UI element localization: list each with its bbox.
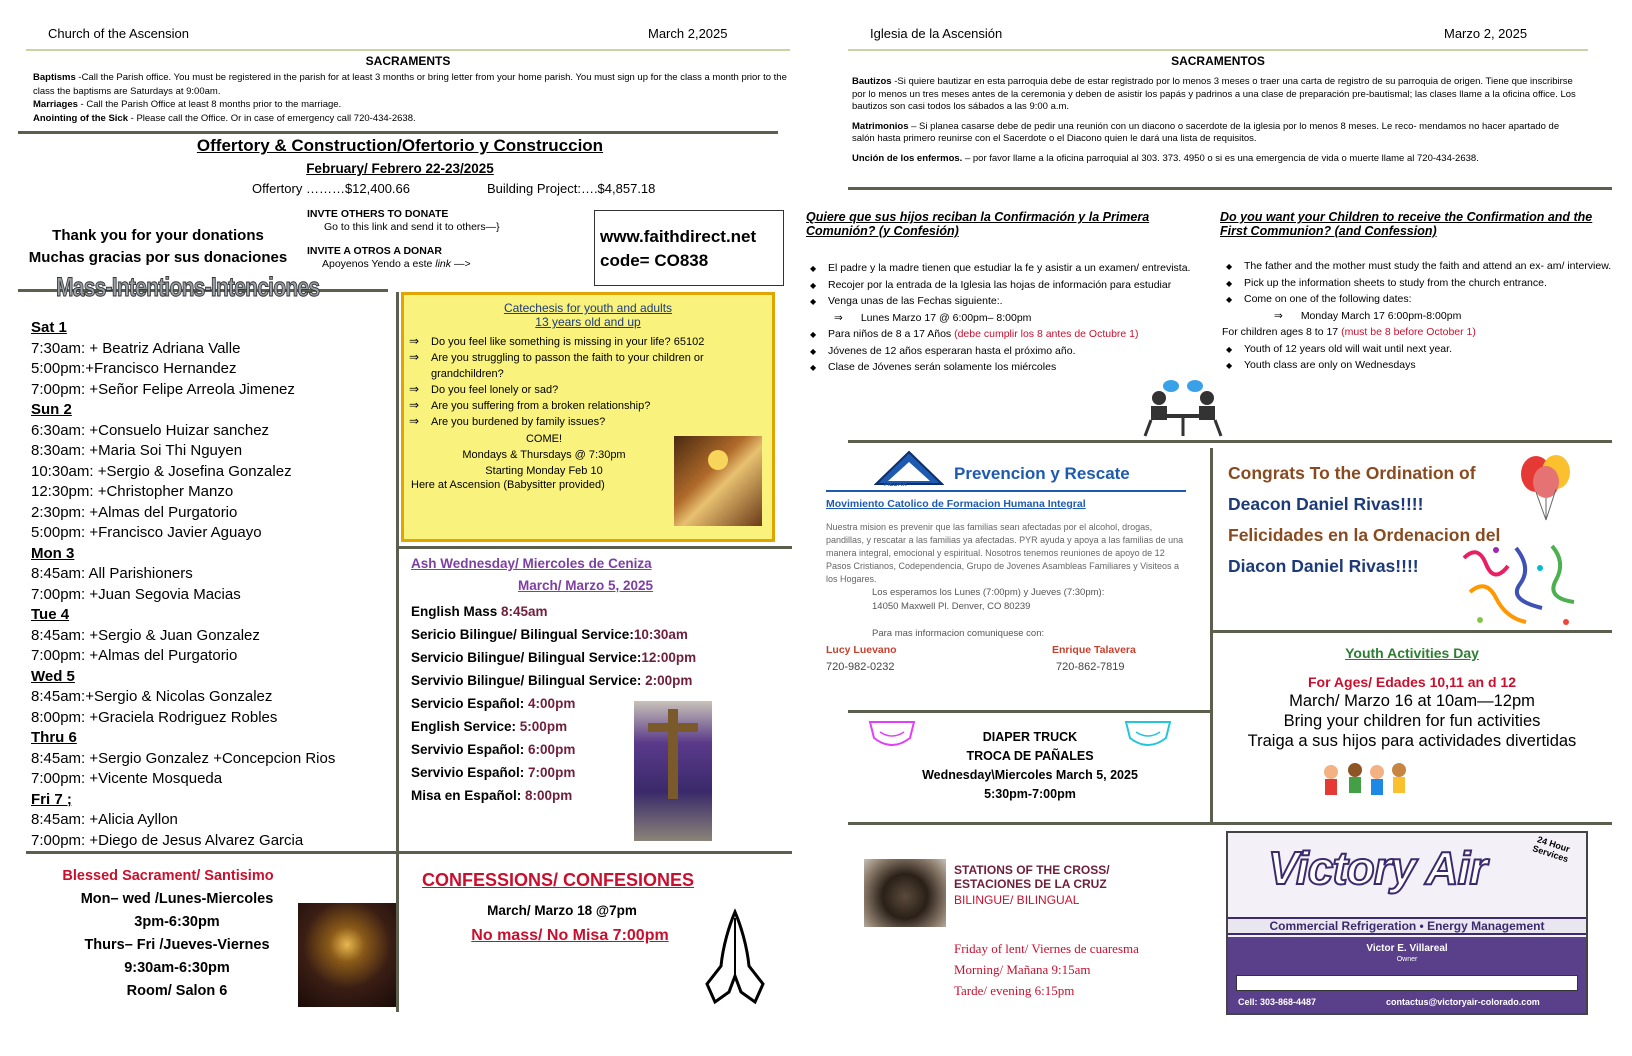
ash-service-label: English Service: xyxy=(411,719,520,734)
blessed-hours xyxy=(62,888,292,1003)
crown-of-thorns-image xyxy=(864,859,946,927)
mass-intentions-list xyxy=(31,318,391,851)
mass-intention-item: 10:30am: +Sergio & Josefina Gonzalez xyxy=(31,462,292,480)
offertory-title: Offertory & Construction/Ofertorio y Construccion xyxy=(196,136,604,155)
pyr-org-name: Prevencion y Rescate xyxy=(954,464,1130,483)
confirmation-item: ◆ Venga unas de las Fechas siguiente:. xyxy=(806,293,1206,310)
catechesis-questions xyxy=(409,334,739,430)
victory-air-badge: 24 Hour Services xyxy=(1531,834,1572,865)
ash-date: March/ Marzo 5, 2025 xyxy=(518,578,654,593)
sacramentos-text: Bautizos -Si quiere bautizar en esta parroquia debe de estar registrado por lo menos 3 meses o traer una carta de registro de su parroquia de origen. Tiene que inscribirse por lo menos un tres meses antes de la ceremonia y deben de asistir los papás y padrinos a una clase de preparación pre-bautismal; las clases llame a la oficina office. Los bautizos son casi todos los sábados a las 9:00 a.m. Matrimonios – Si planea casarse debe de pedir una reunión con un diacono o sacerdote de la iglesia por lo menos 8 meses. Le reco- mendamos no hacer apartado de salón hasta primero reunirse con el Sacerdote o el Diacono quien le dará una lista de requisitos. Unción de los enfermos. – por favor llame a la oficina parroquial al 303. 373. 4950 o si es una emergencia de vida o muerte llame al 720-434-2638. xyxy=(852,76,1576,164)
invite-block: INVTE OTHERS TO DONATE Go to this link and send it to others—} INVITE A OTROS A DONAR Apoyenos Yendo a este link —> xyxy=(307,208,500,270)
catechesis-question: ⇒ Are you struggling to passon the faith to your children or grandchildren? xyxy=(409,350,739,382)
confirmation-item: ◆ Jóvenes de 12 años esperaran hasta el próximo año. xyxy=(806,343,1206,360)
mass-intention-item: 2:30pm: +Almas del Purgatorio xyxy=(31,503,238,521)
mass-day-heading: Fri 7 ; xyxy=(31,790,72,808)
mass-intention-item: 7:00pm: +Diego de Jesus Alvarez Garcia xyxy=(31,831,304,849)
pyr-contact2-phone: 720-862-7819 xyxy=(1056,661,1125,673)
sacraments-text: Baptisms -Call the Parish office. You must be registered in the parish for at least 3 months or bring letter from your home parish. You must sign up for the class a month prior to the class the baptisms are Saturdays at 9:00am. Marriages - Call the Parish Office at least 8 months prior to the marriage. Anointing of the Sick - Please call the Office. Or in case of emergency call 720-434-2638. xyxy=(33,72,787,124)
ash-service-time: 12:00pm xyxy=(641,650,697,665)
ash-service-label: Misa en Español: xyxy=(411,788,526,803)
pyr-info: Para mas informacion comuniquese con: xyxy=(872,628,1045,639)
ash-service-row xyxy=(411,646,696,669)
ash-service-time: 5:00pm xyxy=(519,719,568,734)
kids-jumping-icon xyxy=(1317,762,1413,808)
confessions-title: CONFESSIONS/ CONFESIONES xyxy=(422,870,695,890)
pyr-contact1-phone: 720-982-0232 xyxy=(826,661,895,673)
diaper-block: DIAPER TRUCK TROCA DE PAÑALES Wednesday\Miercoles March 5, 2025 5:30pm-7:00pm xyxy=(922,730,1138,801)
ash-service-time: 8:00pm xyxy=(525,788,573,803)
confirmation-item: ◆ Recojer por la entrada de la Iglesia las hojas de información para estudiar xyxy=(806,277,1206,294)
mass-intentions-title: Mass-Intentions-Intenciones xyxy=(56,272,320,302)
mass-intention-item: 7:00pm: +Juan Segovia Macias xyxy=(31,585,241,603)
catechesis-title: Catechesis for youth and adults xyxy=(503,301,673,315)
ash-service-label: Servivio Español: xyxy=(411,765,529,780)
youth-title: Youth Activities Day xyxy=(1345,645,1479,661)
ash-service-label: Sericio Bilingue/ Bilingual Service: xyxy=(411,627,634,642)
mass-day-heading: Mon 3 xyxy=(31,544,75,562)
ash-service-time: 2:00pm xyxy=(645,673,693,688)
victory-air-owner: Victor E. Villareal xyxy=(1366,943,1448,954)
catechesis-schedule: COME! Mondays & Thursdays @ 7:30pm Starting Monday Feb 10 xyxy=(462,433,626,477)
mass-intention-item: 12:30pm: +Christopher Manzo xyxy=(31,483,234,500)
offertory-amount: Offertory ………$12,400.66 xyxy=(252,181,411,196)
confessions-date: March/ Marzo 18 @7pm xyxy=(487,903,637,918)
stations-times: Friday of lent/ Viernes de cuaresma Morning/ Mañana 9:15am Tarde/ evening 6:15pm xyxy=(954,941,1139,998)
confirmation-en-body: ◆ The father and the mother must study the faith and attend an ex- am/ interview. ◆ Pick up the information sheets to study from the church entrance. ◆ Come on one of the following dates: ⇒ Monday March 17 6:00pm-8:00pm For children ages 8 to 17 (must be 8 before October 1) ◆ Youth of 12 years old will wait until next year. ◆ Youth class are only on Wednesdays xyxy=(1222,258,1612,374)
catechesis-location: Here at Ascension (Babysitter provided) xyxy=(411,479,605,491)
ash-service-time: 4:00pm xyxy=(528,696,576,711)
mass-intention-item: 8:45am:+Sergio & Nicolas Gonzalez xyxy=(31,688,273,705)
mass-intention-item: 8:45am: +Alicia Ayllon xyxy=(31,811,178,828)
balloons-icon xyxy=(1516,452,1576,522)
confirmation-item: ◆ The father and the mother must study the faith and attend an ex- am/ interview. xyxy=(1222,258,1612,275)
mass-day-heading: Sat 1 xyxy=(31,319,67,336)
mass-intention-item: 7:30am: + Beatriz Adriana Valle xyxy=(31,339,241,357)
pyr-subtitle: Movimiento Catolico de Formacion Humana Integral xyxy=(826,498,1086,510)
mass-intention-item: 8:45am: +Sergio & Juan Gonzalez xyxy=(31,626,260,644)
confirmation-en-title: Do you want your Children to receive the Confirmation and the First Communion? (and Confession) xyxy=(1220,210,1593,238)
pyr-meeting: Los esperamos los Lunes (7:00pm) y Jueves (7:30pm): 14050 Maxwell Pl. Denver, CO 80239 xyxy=(872,587,1105,612)
confetti-icon xyxy=(1456,538,1586,630)
mass-day-heading: Thru 6 xyxy=(31,729,77,746)
mass-intention-item: 6:30am: +Consuelo Huizar sanchez xyxy=(31,421,270,439)
mass-day-heading: Wed 5 xyxy=(31,667,75,685)
mass-day-heading: Sun 2 xyxy=(31,401,72,418)
pyr-mission: Nuestra mision es prevenir que las familias sean afectadas por el alcohol, drogas, pandillas, y rescatar a las familias ya afectadas. PYR ayuda y apoya a las familias de una manera integral, emocional y espiritual. Nosotros tenemos reuniones de apoyo de 12 Pasos Cristianos, Codependencia, Grupo de Jovenes Asambleas Familiares y Visiteos a los Hogares. xyxy=(826,522,1184,584)
jesus-painting-image xyxy=(674,436,762,526)
sacraments-title: SACRAMENTS xyxy=(365,54,451,68)
confirmation-item: ◆ Come on one of the following dates: xyxy=(1222,291,1612,308)
praying-hands-icon xyxy=(695,906,775,1010)
ash-service-label: Servivio Español: xyxy=(411,742,529,757)
catechesis-question: ⇒ Do you feel like something is missing in your life? 65102 xyxy=(409,334,739,350)
catechesis-box xyxy=(401,292,775,542)
pyr-contact2-name: Enrique Talavera xyxy=(1052,644,1136,656)
faithdirect-code: code= CO838 xyxy=(600,251,709,270)
left-header-date: March 2,2025 xyxy=(648,26,728,41)
mass-intention-item: 8:30am: +Maria Soi Thi Nguyen xyxy=(31,442,243,459)
confirmation-item: ◆ Youth class are only on Wednesdays xyxy=(1222,357,1612,374)
ash-service-row xyxy=(411,669,696,692)
ash-service-time: 8:45am xyxy=(501,604,548,619)
faithdirect-url[interactable]: www.faithdirect.net xyxy=(600,227,757,246)
youth-ages: For Ages/ Edades 10,11 an d 12 xyxy=(1307,674,1517,690)
meeting-people-icon xyxy=(1137,378,1229,438)
right-header-date: Marzo 2, 2025 xyxy=(1444,26,1528,41)
confirmation-es-body: ◆ El padre y la madre tienen que estudiar la fe y asistir a un examen/ entrevista. ◆ Recojer por la entrada de la Iglesia las hojas de información para estudiar ◆ Venga unas de las Fechas siguiente:. ⇒ Lunes Marzo 17 @ 6:00pm– 8:00pm ◆ Para niños de 8 a 17 Años (debe cumplir los 8 antes de Octubre 1) ◆ Jóvenes de 12 años esperaran hasta el próximo año. ◆ Clase de Jóvenes serán solamente los miércoles xyxy=(806,260,1206,376)
building-amount: Building Project:….$4,857.18 xyxy=(487,181,656,196)
ash-service-row xyxy=(411,623,696,646)
blessed-line: Room/ Salon 6 xyxy=(126,983,228,999)
confirmation-es-title: Quiere que sus hijos reciban la Confirmación y la Primera Comunión? (y Confesión) xyxy=(806,210,1150,238)
victory-air-cell: Cell: 303-868-4487 xyxy=(1238,997,1317,1007)
victory-air-email: contactus@victoryair-colorado.com xyxy=(1386,997,1540,1007)
stations-title: STATIONS OF THE CROSS/ ESTACIONES DE LA CRUZ xyxy=(954,863,1110,891)
catechesis-question: ⇒ Do you feel lonely or sad? xyxy=(409,382,739,398)
ash-service-label: Servivio Bilingue/ Bilingual Service: xyxy=(411,673,646,688)
left-header-church: Church of the Ascension xyxy=(48,26,189,41)
purple-cross-image xyxy=(634,701,712,841)
sacramentos-title: SACRAMENTOS xyxy=(1171,54,1265,68)
ash-service-label: Servicio Español: xyxy=(411,696,529,711)
mass-intention-item: 7:00pm: +Almas del Purgatorio xyxy=(31,647,238,664)
blessed-line: 9:30am-6:30pm xyxy=(124,960,230,976)
mass-intention-item: 5:00pm:+Francisco Hernandez xyxy=(31,360,237,377)
ash-service-row xyxy=(411,600,696,623)
stations-subtitle: BILINGUE/ BILINGUAL xyxy=(954,893,1080,907)
pyr-contact1-name: Lucy Luevano xyxy=(826,644,897,656)
mass-intention-item: 8:45am: +Sergio Gonzalez +Concepcion Rios xyxy=(31,749,336,767)
right-header-church: Iglesia de la Ascensión xyxy=(870,26,1003,41)
mass-intention-item: 7:00pm: +Señor Felipe Arreola Jimenez xyxy=(31,380,295,398)
ash-title: Ash Wednesday/ Miercoles de Ceniza xyxy=(411,556,652,571)
catechesis-question: ⇒ Are you burdened by family issues? xyxy=(409,414,739,430)
confirmation-item: ◆ Clase de Jóvenes serán solamente los miércoles xyxy=(806,359,1206,376)
victory-air-tagline: Commercial Refrigeration • Energy Management xyxy=(1228,917,1586,935)
blessed-title: Blessed Sacrament/ Santisimo xyxy=(62,868,274,884)
confirmation-item: ◆ El padre y la madre tienen que estudiar la fe y asistir a un examen/ entrevista. xyxy=(806,260,1206,277)
offertory-date: February/ Febrero 22-23/2025 xyxy=(306,161,494,176)
ash-service-time: 7:00pm xyxy=(528,765,576,780)
victory-air-logo: Victory Air xyxy=(1268,842,1487,894)
blessed-line: 3pm-6:30pm xyxy=(134,914,220,930)
confirmation-item: ◆ Pick up the information sheets to study from the church entrance. xyxy=(1222,275,1612,292)
youth-details: March/ Marzo 16 at 10am—12pm Bring your children for fun activities Traiga a sus hijos para actividades divertidas xyxy=(1247,692,1577,750)
thanks-block: Thank you for your donations Muchas gracias por sus donaciones xyxy=(28,227,288,266)
blessed-line: Thurs– Fri /Jueves-Viernes xyxy=(84,937,270,953)
confessions-note: No mass/ No Misa 7:00pm xyxy=(471,927,669,944)
ash-service-label: Servicio Bilingue/ Bilingual Service: xyxy=(411,650,642,665)
victory-air-ad: Victory Air 24 Hour Services Commercial Refrigeration • Energy Management Victor E. Villareal Owner Cell: 303-868-4487 contactus@victoryair-colorado.com xyxy=(1226,831,1588,1015)
ash-service-label: English Mass xyxy=(411,604,502,619)
prevencion-flyer: PIEDAR Prevencion y Rescate Movimiento Catolico de Formacion Humana Integral Nuestra mision es prevenir que las familias sean afectadas por el alcohol, drogas, pandillas, y rescatar a las familias ya afectadas. PYR ayuda y apoya a las familias de una manera integral, emocional y espiritual. Nosotros tenemos reuniones de apoyo de 12 Pasos Cristianos, Codependencia, Grupo de Jovenes Asambleas Familiares y Visiteos a los Hogares. Los esperamos los Lunes (7:00pm) y Jueves (7:30pm): 14050 Maxwell Pl. Denver, CO 80239 Para mas informacion comuniquese con: Lucy Luevano 720-982-0232 Enrique Talavera 720-862-7819 xyxy=(826,448,1200,708)
ash-service-time: 10:30am xyxy=(633,627,688,642)
catechesis-question: ⇒ Are you suffering from a broken relationship? xyxy=(409,398,739,414)
monstrance-image xyxy=(298,903,396,1007)
blessed-line: Mon– wed /Lunes-Miercoles xyxy=(80,891,274,907)
mass-intention-item: 7:00pm: +Vicente Mosqueda xyxy=(31,770,223,787)
mass-day-heading: Tue 4 xyxy=(31,606,70,623)
ash-service-time: 6:00pm xyxy=(528,742,576,757)
victory-air-white-bar xyxy=(1236,975,1578,991)
confirmation-item: ◆ Youth of 12 years old will wait until next year. xyxy=(1222,341,1612,358)
ordination-block: Congrats To the Ordination of Deacon Daniel Rivas!!!! Felicidades en la Ordenacion del Diacon Daniel Rivas!!!! xyxy=(1228,463,1501,576)
mass-intention-item: 5:00pm: +Francisco Javier Aguayo xyxy=(31,524,262,541)
catechesis-subtitle: 13 years old and up xyxy=(535,315,641,329)
mass-intention-item: 8:45am: All Parishioners xyxy=(31,565,193,582)
mass-intention-item: 8:00pm: +Graciela Rodriguez Robles xyxy=(31,708,278,726)
faithdirect-box[interactable] xyxy=(594,210,784,286)
